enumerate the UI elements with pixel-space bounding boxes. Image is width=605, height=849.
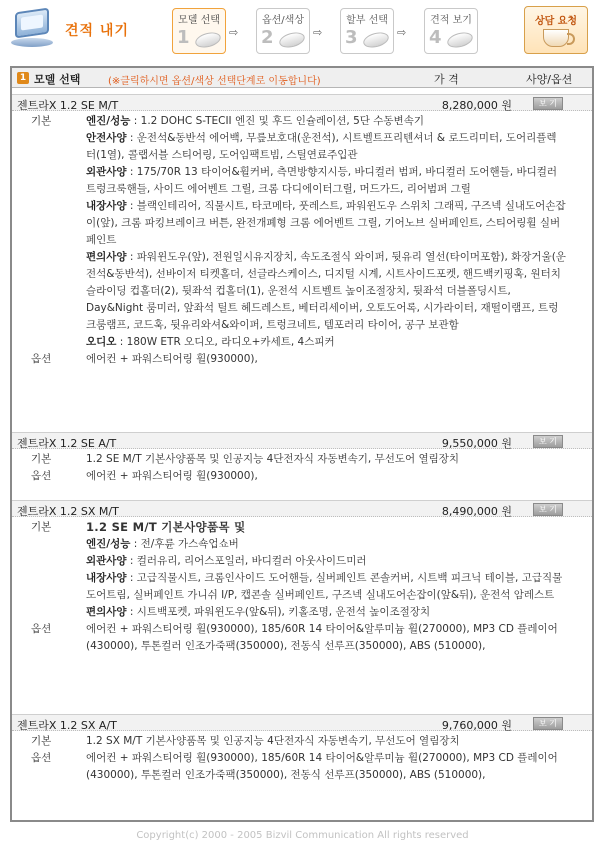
step-label: 모델 선택: [178, 15, 220, 26]
step-installment[interactable]: [340, 8, 394, 54]
spec-key: 내장사양: [86, 200, 127, 212]
step-number: 4: [429, 27, 442, 48]
basic-label: 기본: [31, 521, 52, 533]
spec-value: : 블랙인테리어, 직물시트, 타코메타, 풋레스트, 파워윈도우 스위치 그래픽, 구즈넥 실내도어손잡이(앞), 크롬 파킹브레이크 버튼, 완전개폐형 크롬 에어벤트 그릴, 기어노브 실버페인트, 스티어링휠 실버페인트: [86, 200, 566, 246]
model-price: 9,550,000 원: [441, 437, 512, 450]
model-block: [12, 94, 592, 368]
model-select-panel: [10, 66, 594, 822]
option-label: 옵션: [31, 353, 52, 365]
copyright-footer: Copyright(c) 2000 - 2005 Bizvil Communication All rights reserved: [136, 830, 469, 841]
spec-value: : 고급직물시트, 크롬인사이드 도어핸들, 실버페인트 콘솔커버, 시트백 피크닉 테이블, 고급직물도어트림, 실버페인트 가니쉬 I/P, 캡콘솔 실버페인트, 구즈넥 실내도어손잡이(앞&뒤), 운전석 암레스트: [86, 572, 563, 601]
spec-line: [12, 249, 592, 334]
spec-key: 외관사양: [86, 555, 127, 567]
spec-line: [12, 164, 592, 198]
spec-value: : 전/후륜 가스쇽업쇼버: [130, 538, 239, 550]
panel-note: (※클릭하시면 옵션/색상 선택단계로 이동합니다): [108, 76, 321, 87]
spec-value: : 운전석&동반석 에어백, 무릎보호대(운전석), 시트벨트프리텐셔너 & 로드리미터, 도어리플렉터(1열), 콜랩서블 스티어링, 도어임팩트빔, 스틸연료주입관: [86, 132, 557, 161]
spec-value: : 시트백포켓, 파워윈도우(앞&뒤), 키홀조명, 운전석 높이조절장치: [126, 606, 431, 618]
mouse-icon: [194, 30, 223, 50]
model-block: [12, 500, 592, 655]
step-label: 견적 보기: [430, 15, 472, 26]
option-text: 에어컨 + 파워스티어링 휠(930000), 185/60R 14 타이어&알루미늄 휠(270000), MP3 CD 플레이어(430000), 투톤컬러 인조가죽팩(350000), 전동식 선루프(350000), ABS (510000),: [86, 752, 558, 781]
option-text: 에어컨 + 파워스티어링 휠(930000), 185/60R 14 타이어&알루미늄 휠(270000), MP3 CD 플레이어(430000), 투톤컬러 인조가죽팩(350000), 전동식 선루프(350000), ABS (510000),: [86, 623, 558, 652]
model-price: 9,760,000 원: [441, 719, 512, 732]
view-button[interactable]: 보 기: [533, 503, 563, 516]
mouse-icon: [446, 30, 475, 50]
step-number: 3: [345, 27, 358, 48]
basic-text: 1.2 SX M/T 기본사양품목 및 인공지능 4단전자식 자동변속기, 무선도어 열림장치: [86, 735, 460, 747]
step-number: 2: [261, 27, 274, 48]
spec-line: [12, 570, 592, 604]
option-label: 옵션: [31, 470, 52, 482]
price-column-header: 가 격: [434, 73, 459, 86]
coffee-cup-icon: [543, 29, 569, 47]
model-block: [12, 432, 592, 485]
spec-key: 엔진/성능: [86, 538, 131, 550]
spec-value: : 180W ETR 오디오, 라디오+카세트, 4스피커: [116, 336, 335, 348]
spec-value: : 컬러유리, 리어스포일러, 바디컬러 아웃사이드미러: [126, 555, 367, 567]
model-price: 8,490,000 원: [441, 505, 512, 518]
estimate-header: [0, 0, 605, 62]
view-button[interactable]: 보 기: [533, 435, 563, 448]
consult-label: 상담 요청: [534, 16, 578, 27]
model-name[interactable]: 젠트라X 1.2 SX A/T: [17, 719, 117, 732]
option-label: 옵션: [31, 623, 52, 635]
spec-line: [12, 553, 592, 570]
model-name[interactable]: 젠트라X 1.2 SE M/T: [17, 99, 119, 112]
model-price: 8,280,000 원: [441, 99, 512, 112]
step-option-color[interactable]: [256, 8, 310, 54]
option-line: [12, 351, 592, 368]
spec-key: 오디오: [86, 336, 117, 348]
spec-line: [12, 733, 592, 750]
step-badge: 1: [17, 72, 29, 84]
spec-value: : 1.2 DOHC S-TECII 엔진 및 후드 인슐레이션, 5단 수동변속기: [130, 115, 424, 127]
monitor-icon: [9, 8, 57, 50]
panel-title: 모델 선택: [34, 73, 81, 86]
spec-value: : 175/70R 13 타이어&휠커버, 측면방향지시등, 바디컬러 범퍼, 바디컬러 도어핸들, 바디컬러 트렁크룩핸들, 사이드 에어벤트 그릴, 크롬 다디에이터그릴, 머드가드, 리어범퍼 그릴: [86, 166, 558, 195]
spec-line: [12, 536, 592, 553]
option-line: [12, 621, 592, 655]
page-title: 견적 내기: [65, 23, 129, 39]
arrow-right-icon: ⇨: [313, 26, 323, 39]
spec-key: 안전사양: [86, 132, 127, 144]
option-label: 옵션: [31, 752, 52, 764]
spec-line: [12, 113, 592, 130]
arrow-right-icon: ⇨: [397, 26, 407, 39]
spec-key: 내장사양: [86, 572, 127, 584]
option-text: 에어컨 + 파워스티어링 휠(930000),: [86, 470, 258, 482]
model-row[interactable]: [12, 432, 592, 449]
step-model-select[interactable]: [172, 8, 226, 54]
step-label: 할부 선택: [346, 15, 388, 26]
option-text: 에어컨 + 파워스티어링 휠(930000),: [86, 353, 258, 365]
spec-key: 엔진/성능: [86, 115, 131, 127]
mouse-icon: [278, 30, 307, 50]
arrow-right-icon: ⇨: [229, 26, 239, 39]
spec-value: : 파워윈도우(앞), 전원일시유지장치, 속도조절식 와이퍼, 뒷유리 열선(타이머포함), 화장거울(운전석&동반석), 선바이저 티켓홀더, 선글라스케이스, 디지털 시계, 시트사이드포켓, 핸드백키핑훅, 원터치 슬라이딩 컵홀더(2), 뒷좌석 컵홀더(1), 운전석 시트벨트 높이조절장치, 뒷좌석 더블폴딩시트, Day&Night 룸미러, 앞좌석 틸트 헤드레스트, 베터리세이버, 오토도어록, 시가라이터, 재떨이램프, 트렁크룸램프, 코드훅, 뒷유리와셔&와이퍼, 트렁크네트, 템포러리 타이어, 공구 보관함: [86, 251, 566, 331]
spec-key: 외관사양: [86, 166, 127, 178]
spec-line: [12, 451, 592, 468]
mouse-icon: [362, 30, 391, 50]
model-name[interactable]: 젠트라X 1.2 SX M/T: [17, 505, 119, 518]
spec-key: 편의사양: [86, 251, 127, 263]
spec-line: [12, 130, 592, 164]
model-name[interactable]: 젠트라X 1.2 SE A/T: [17, 437, 117, 450]
step-number: 1: [177, 27, 190, 48]
spec-line: [12, 604, 592, 621]
step-label: 옵션/색상: [261, 15, 304, 26]
spec-line: [12, 198, 592, 249]
model-row[interactable]: [12, 500, 592, 517]
basic-title: 1.2 SE M/T 기본사양품목 및: [86, 520, 246, 534]
option-line: [12, 750, 592, 784]
step-estimate-view[interactable]: [424, 8, 478, 54]
model-row[interactable]: [12, 94, 592, 111]
basic-label: 기본: [31, 115, 52, 127]
option-line: [12, 468, 592, 485]
view-button[interactable]: 보 기: [533, 717, 563, 730]
basic-label: 기본: [31, 453, 52, 465]
consult-request-button[interactable]: [524, 6, 588, 54]
view-button[interactable]: 보 기: [533, 97, 563, 110]
model-block: [12, 714, 592, 784]
basic-label: 기본: [31, 735, 52, 747]
basic-text: 1.2 SE M/T 기본사양품목 및 인공지능 4단전자식 자동변속기, 무선도어 열림장치: [86, 453, 460, 465]
spec-line: [12, 334, 592, 351]
spec-key: 편의사양: [86, 606, 127, 618]
model-row[interactable]: [12, 714, 592, 731]
option-column-header: 사양/옵션: [526, 73, 573, 86]
panel-header: [12, 68, 592, 88]
spec-line: [12, 519, 592, 536]
